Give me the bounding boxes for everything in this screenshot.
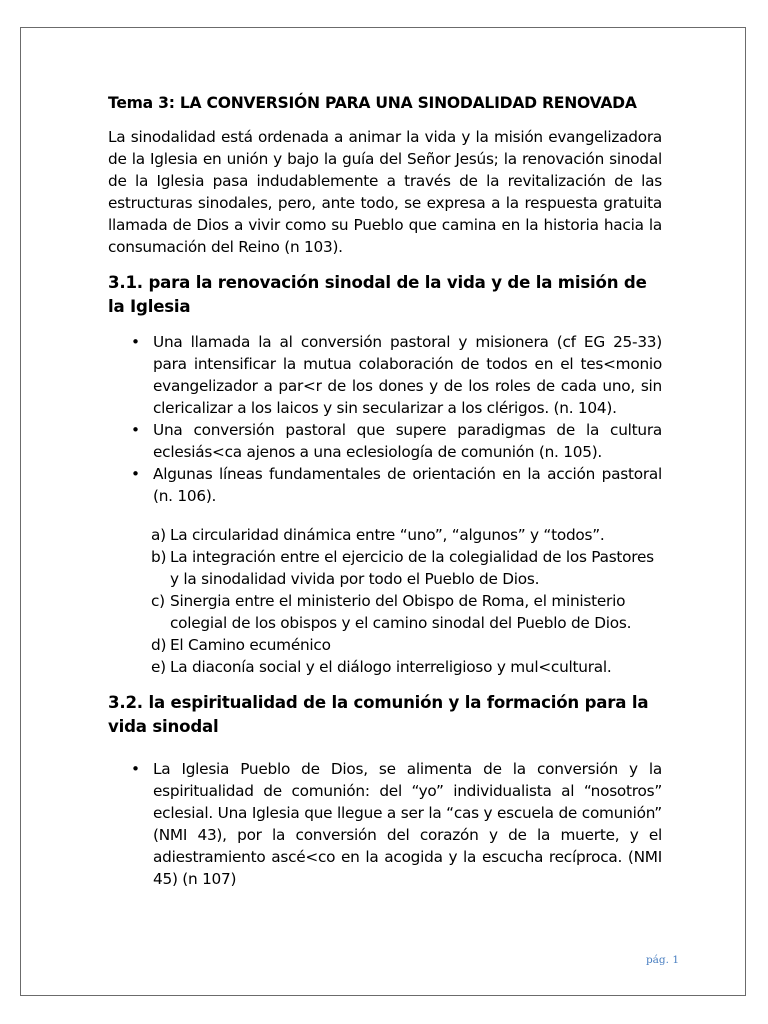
document-title: Tema 3: LA CONVERSIÓN PARA UNA SINODALIDAD RENOVADA xyxy=(108,94,637,112)
sublist-marker: d) xyxy=(151,636,167,654)
page-content xyxy=(108,92,662,890)
list-item xyxy=(108,758,662,890)
sublist-item-text: La diaconía social y el diálogo interreligioso y mul<cultural. xyxy=(170,658,612,676)
sublist-item xyxy=(108,590,662,634)
sublist-item xyxy=(108,524,662,546)
sublist-item-text: La circularidad dinámica entre “uno”, “algunos” y “todos”. xyxy=(170,526,605,544)
list-item-text: Algunas líneas fundamentales de orientación en la acción pastoral (n. 106). xyxy=(153,465,662,505)
sublist-item xyxy=(108,546,662,590)
sublist-item xyxy=(108,656,662,678)
bullet-icon: • xyxy=(131,465,140,483)
bullet-icon: • xyxy=(131,760,140,778)
list-item-text: La Iglesia Pueblo de Dios, se alimenta de la conversión y la espiritualidad de comunión: del “yo” individualista al “nosotros” eclesial. Una Iglesia que llegue a ser la “cas y escuela de comunión” (NMI 43), por la conversión del corazón y de la muerte, y el adiestramiento ascé<co en la acogida y la escucha recíproca. (NMI 45) (n 107) xyxy=(153,760,662,888)
list-item-text: Una llamada la al conversión pastoral y misionera (cf EG 25-33) para intensificar la mutua colaboración de todos en el tes<monio evangelizador a par<r de los dones y de los roles de cada uno, sin clericalizar a los laicos y sin secularizar a los clérigos. (n. 104). xyxy=(153,333,662,417)
section-1-bullet-list xyxy=(108,331,662,507)
sublist-marker: e) xyxy=(151,658,166,676)
sublist-marker: a) xyxy=(151,526,166,544)
sublist-item-text: El Camino ecuménico xyxy=(170,636,331,654)
intro-paragraph: La sinodalidad está ordenada a animar la vida y la misión evangelizadora de la Iglesia en unión y bajo la guía del Señor Jesús; la renovación sinodal de la Iglesia pasa indudablemente a través de la revitalización de las estructuras sinodales, pero, ante todo, se expresa a la respuesta gratuita llamada de Dios a vivir como su Pueblo que camina en la historia hacia la consumación del Reino (n 103). xyxy=(108,128,662,256)
bullet-icon: • xyxy=(131,421,140,439)
list-item-text: Una conversión pastoral que supere paradigmas de la cultura eclesiás<ca ajenos a una eclesiología de comunión (n. 105). xyxy=(153,421,662,461)
page-number: pág. 1 xyxy=(645,954,679,966)
list-item xyxy=(108,419,662,463)
sublist-item xyxy=(108,634,662,656)
section-heading-3-2: 3.2. la espiritualidad de la comunión y la formación para la vida sinodal xyxy=(108,693,649,736)
section-2-bullet-list xyxy=(108,758,662,890)
lettered-sublist xyxy=(108,524,662,678)
sublist-marker: c) xyxy=(151,592,165,610)
list-item xyxy=(108,463,662,507)
document-page xyxy=(20,27,746,996)
sublist-marker: b) xyxy=(151,548,167,566)
section-heading-3-1: 3.1. para la renovación sinodal de la vida y de la misión de la Iglesia xyxy=(108,273,647,316)
list-item xyxy=(108,331,662,419)
sublist-item-text: Sinergia entre el ministerio del Obispo de Roma, el ministerio colegial de los obispos y el camino sinodal del Pueblo de Dios. xyxy=(170,592,632,632)
sublist-item-text: La integración entre el ejercicio de la colegialidad de los Pastores y la sinodalidad vivida por todo el Pueblo de Dios. xyxy=(170,548,654,588)
bullet-icon: • xyxy=(131,333,140,351)
